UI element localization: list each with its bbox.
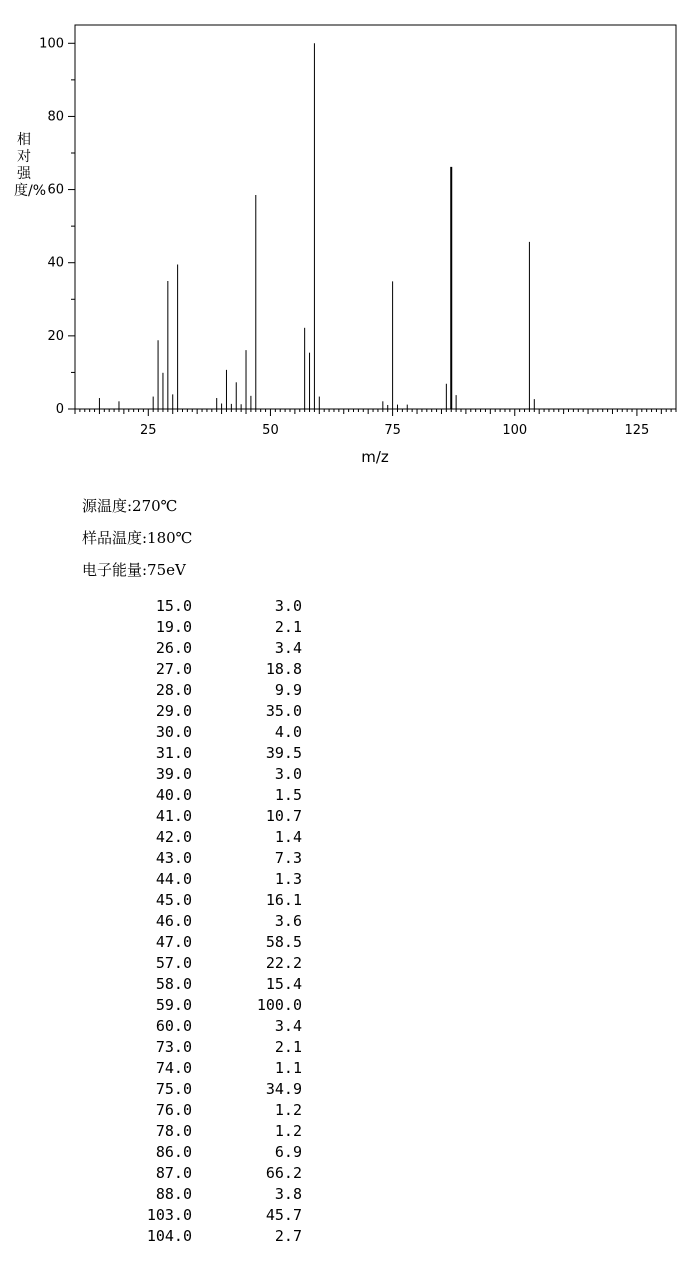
y-tick-label: 40 <box>47 255 64 271</box>
peak-mz: 27.0 <box>155 660 192 678</box>
table-row <box>120 722 302 743</box>
y-tick-label: 100 <box>39 36 64 52</box>
peak-mz: 43.0 <box>155 849 192 867</box>
table-row <box>120 680 302 701</box>
peak-mz: 45.0 <box>155 891 192 909</box>
table-row <box>120 596 302 617</box>
peak-intensity: 66.2 <box>265 1164 302 1182</box>
peak-mz: 46.0 <box>155 912 192 930</box>
peak-intensity: 18.8 <box>265 660 302 678</box>
peak-intensity: 3.6 <box>274 912 302 930</box>
table-row <box>120 1121 302 1142</box>
peak-mz: 87.0 <box>155 1164 192 1182</box>
x-tick-label: 50 <box>262 423 279 438</box>
table-row <box>120 995 302 1016</box>
table-row <box>120 701 302 722</box>
peak-intensity: 3.0 <box>274 597 302 615</box>
table-row <box>120 953 302 974</box>
peak-mz: 26.0 <box>155 639 192 657</box>
peak-intensity: 4.0 <box>274 723 302 741</box>
table-row <box>120 1205 302 1226</box>
table-row <box>120 785 302 806</box>
peak-intensity: 3.8 <box>274 1185 302 1203</box>
peak-intensity: 45.7 <box>265 1206 302 1224</box>
x-axis-label: m/z <box>361 448 389 466</box>
peak-intensity: 1.2 <box>274 1101 302 1119</box>
peak-mz: 28.0 <box>155 681 192 699</box>
peak-intensity: 22.2 <box>265 954 302 972</box>
y-tick-label: 0 <box>55 402 64 417</box>
peak-intensity: 3.4 <box>274 1017 302 1035</box>
peak-intensity: 1.3 <box>274 870 302 888</box>
peak-intensity: 1.1 <box>274 1059 302 1077</box>
peak-mz: 42.0 <box>155 828 192 846</box>
x-tick-label: 125 <box>624 423 650 438</box>
table-row <box>120 1016 302 1037</box>
table-row <box>120 974 302 995</box>
peak-mz: 60.0 <box>155 1017 192 1035</box>
table-row <box>120 764 302 785</box>
peak-mz: 76.0 <box>155 1101 192 1119</box>
peak-mz: 44.0 <box>155 870 192 888</box>
peak-mz: 73.0 <box>155 1038 192 1056</box>
plot-frame <box>75 25 676 409</box>
peak-mz: 58.0 <box>155 975 192 993</box>
sample-temperature: 样品温度:180℃ <box>82 529 193 547</box>
table-row <box>120 1184 302 1205</box>
peak-mz: 29.0 <box>155 702 192 720</box>
peak-mz: 31.0 <box>155 744 192 762</box>
peak-mz: 75.0 <box>155 1080 192 1098</box>
x-tick-label: 75 <box>384 423 401 438</box>
x-axis <box>75 409 676 438</box>
table-row <box>120 1163 302 1184</box>
peak-mz: 15.0 <box>155 597 192 615</box>
peak-intensity: 1.4 <box>274 828 302 846</box>
table-row <box>120 1037 302 1058</box>
y-tick-label: 20 <box>47 328 64 344</box>
mass-spectrum-chart <box>0 0 687 480</box>
table-row <box>120 743 302 764</box>
peak-intensity: 34.9 <box>265 1080 302 1098</box>
table-row <box>120 1142 302 1163</box>
peak-intensity: 2.7 <box>274 1227 302 1245</box>
peak-intensity: 7.3 <box>274 849 302 867</box>
peak-intensity: 15.4 <box>265 975 302 993</box>
peak-mz: 103.0 <box>146 1206 192 1224</box>
table-row <box>120 848 302 869</box>
table-row <box>120 1100 302 1121</box>
peak-mz: 40.0 <box>155 786 192 804</box>
table-row <box>120 638 302 659</box>
peak-intensity: 35.0 <box>265 702 302 720</box>
peak-intensity: 39.5 <box>265 744 302 762</box>
peak-intensity: 10.7 <box>265 807 302 825</box>
table-row <box>120 827 302 848</box>
table-row <box>120 1079 302 1100</box>
peak-mz: 57.0 <box>155 954 192 972</box>
y-tick-label: 80 <box>47 109 64 125</box>
x-tick-label: 100 <box>502 423 528 438</box>
peak-intensity: 2.1 <box>274 1038 302 1056</box>
peak-mz: 30.0 <box>155 723 192 741</box>
peak-mz: 86.0 <box>155 1143 192 1161</box>
peak-mz: 19.0 <box>155 618 192 636</box>
table-row <box>120 932 302 953</box>
table-row <box>120 806 302 827</box>
table-row <box>120 890 302 911</box>
peak-mz: 39.0 <box>155 765 192 783</box>
peak-intensity: 6.9 <box>274 1143 302 1161</box>
peak-intensity: 1.5 <box>274 786 302 804</box>
peak-intensity: 100.0 <box>256 996 302 1014</box>
peak-mz: 88.0 <box>155 1185 192 1203</box>
table-row <box>120 659 302 680</box>
source-temperature: 源温度:270℃ <box>82 497 178 515</box>
peak-intensity: 2.1 <box>274 618 302 636</box>
electron-energy: 电子能量:75eV <box>82 561 186 579</box>
y-axis <box>39 36 75 417</box>
x-tick-label: 25 <box>140 423 157 438</box>
peak-intensity: 3.0 <box>274 765 302 783</box>
y-tick-label: 60 <box>47 182 64 198</box>
table-row <box>120 617 302 638</box>
peak-mz: 74.0 <box>155 1059 192 1077</box>
table-row <box>120 1058 302 1079</box>
peak-intensity: 16.1 <box>265 891 302 909</box>
peak-mz: 78.0 <box>155 1122 192 1140</box>
peak-intensity: 58.5 <box>265 933 302 951</box>
peak-mz: 59.0 <box>155 996 192 1014</box>
peak-intensity: 1.2 <box>274 1122 302 1140</box>
peak-series <box>99 43 534 409</box>
peak-intensity: 3.4 <box>274 639 302 657</box>
peak-mz: 104.0 <box>146 1227 192 1245</box>
table-row <box>120 869 302 890</box>
table-row <box>120 1226 302 1247</box>
peak-mz: 47.0 <box>155 933 192 951</box>
y-axis-label: 相对强度/% <box>14 132 47 199</box>
peak-intensity: 9.9 <box>274 681 302 699</box>
peak-table <box>120 596 302 1247</box>
table-row <box>120 911 302 932</box>
peak-mz: 41.0 <box>155 807 192 825</box>
